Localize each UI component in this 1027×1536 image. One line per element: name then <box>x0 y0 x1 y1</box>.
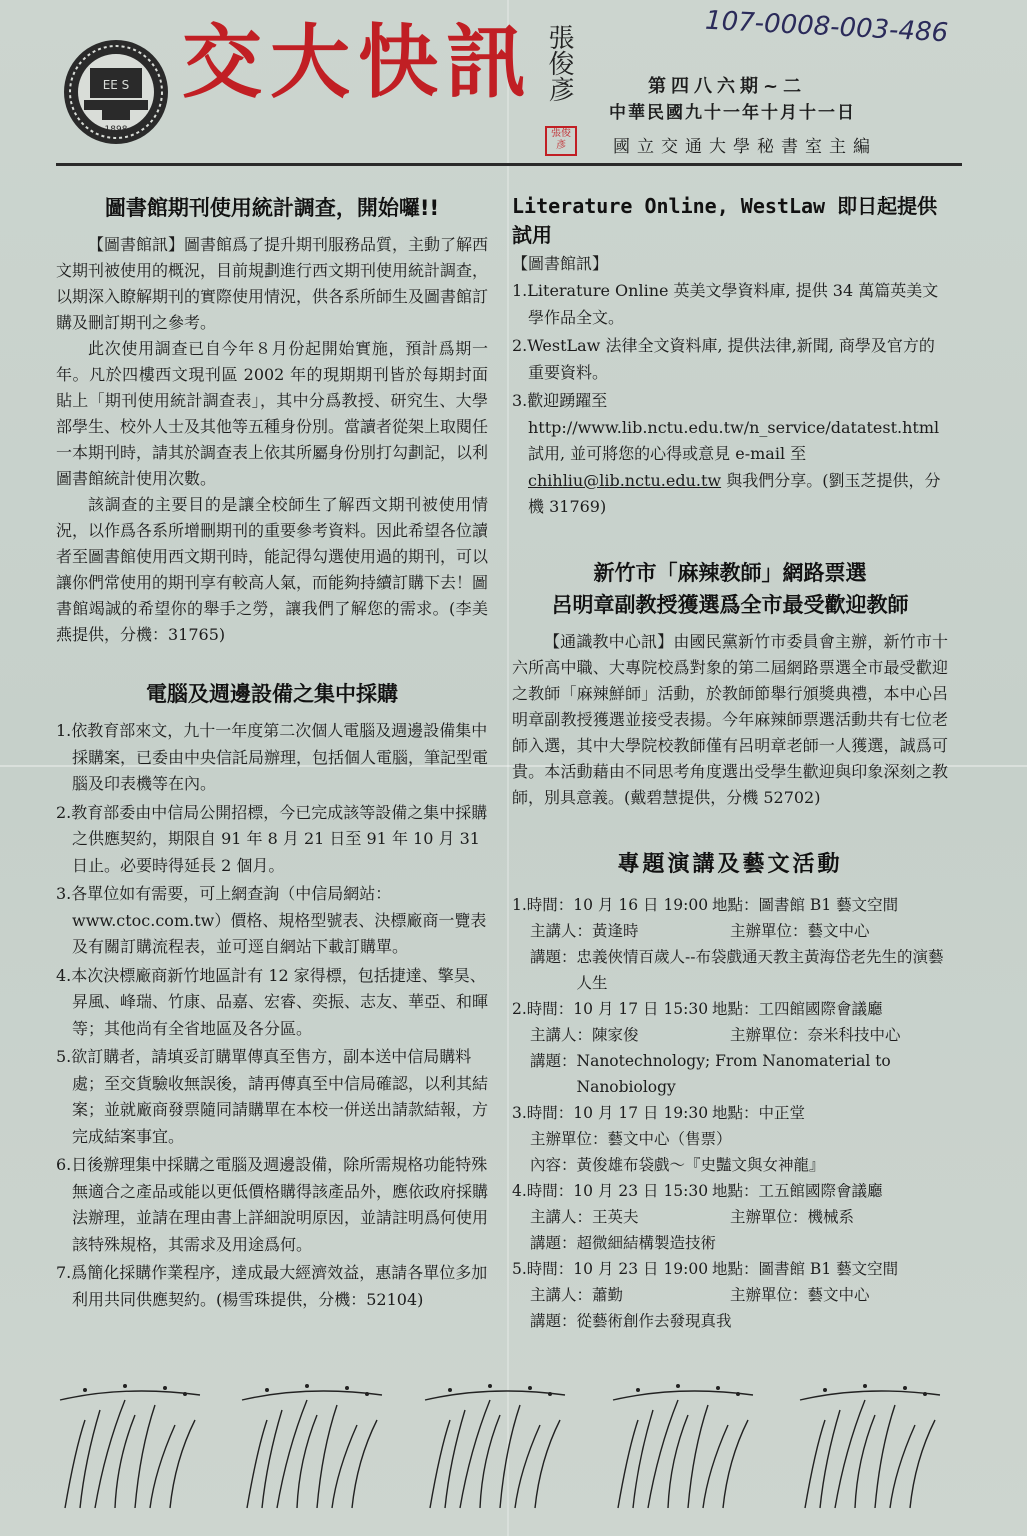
right-column <box>512 190 948 1334</box>
university-seal-icon <box>62 38 170 146</box>
list-item: 6.日後辦理集中採購之電腦及週邊設備，除所需規格功能特殊無適合之產品或能以更低價格購得該產品外，應依政府採購法辦理，並請在理由書上詳細說明原因，並請註明爲何使用該特殊規格，其需求及用途爲何。 <box>56 1155 489 1254</box>
editor-credit: 國立交通大學秘書室主編 <box>613 137 877 157</box>
red-seal-stamp: 張俊彥 <box>545 126 577 156</box>
event-row <box>512 1100 948 1126</box>
event-row <box>512 1022 948 1048</box>
event-org: 主辦單位：機械系 <box>730 1207 855 1226</box>
event-row <box>512 996 948 1022</box>
seal-letters: EE S <box>102 78 130 92</box>
event-org: 主辦單位：藝文中心（售票） <box>530 1129 732 1148</box>
list-item: 3.各單位如有需要，可上網查詢（中信局網站：www.ctoc.com.tw）價格、規格型號表、決標廠商一覽表及有關訂購流程表，並可逕自網站下載訂購單。 <box>56 884 487 956</box>
event-place: 地點：圖書館 B1 藝文空間 <box>712 895 899 914</box>
article-title-teacher-vote: 新竹市「麻辣教師」網路票選 <box>593 560 867 585</box>
event-topic: 講題：超微細結構製造技術 <box>530 1233 717 1252</box>
article-paragraph: 【圖書館訊】圖書館爲了提升期刊服務品質，主動了解西文期刊被使用的概況，目前規劃進行西文期刊使用統計調查，以期深入瞭解期刊的實際使用情況，供各系所師生及圖書館訂購及刪訂期刊之參考。 <box>56 235 489 332</box>
event-time: 4.時間：10 月 23 日 15:30 <box>512 1181 709 1200</box>
left-column <box>56 190 488 1315</box>
article-title-events: 專題演講及藝文活動 <box>617 851 843 877</box>
event-place: 地點：圖書館 B1 藝文空間 <box>712 1259 899 1278</box>
list-item: 1.依教育部來文，九十一年度第二次個人電腦及週邊設備集中採購案，已委由中央信託局辦理，包括個人電腦，筆記型電腦及印表機等在內。 <box>56 721 489 793</box>
article-paragraph: 【通識教中心訊】由國民黨新竹市委員會主辦，新竹市十六所高中職、大專院校爲對象的第二屆網路票選全市最受歡迎之教師「麻辣鮮師」活動，於教師節舉行頒獎典禮，本中心呂明章副教授獲選並接受表揚。今年麻辣師票選活動共有七位老師入選，其中大學院校教師僅有呂明章老師一人獲選，誠爲可貴。本活動藉由不同思考角度選出受學生歡迎與印象深刻之教師，別具意義。(戴碧慧提供，分機 52702) <box>512 631 948 807</box>
contact-email-link[interactable]: chihliu@lib.nctu.edu.tw <box>528 470 722 490</box>
event-org: 主辦單位：奈米科技中心 <box>730 1025 901 1044</box>
article-paragraph: 此次使用調查已自今年８月份起開始實施，預計爲期一年。凡於四樓西文現刊區 2002 年的現期期刊皆於每期封面貼上「期刊使用統計調查表」，其中分爲教授、研究生、大學部學生、校外人士及其他等五種身份別。當讀者從架上取閱任一本期刊時，請其於調查表上依其所屬身份別打勾劃記，以利圖書館統計使用次數。 <box>56 339 489 488</box>
list-item: 2.教育部委由中信局公開招標，今已完成該等設備之集中採購之供應契約，期限自 91 年 8 月 21 日至 91 年 10 月 31 日止。必要時得延長 2 個月。 <box>56 802 488 875</box>
procurement-list <box>56 718 488 1313</box>
seal-year: 1898 <box>104 125 128 135</box>
grass-decoration-icon <box>420 1380 570 1510</box>
event-row <box>512 892 948 918</box>
event-time: 2.時間：10 月 17 日 15:30 <box>512 999 709 1018</box>
list-item: 2.WestLaw 法律全文資料庫, 提供法律,新聞, 商學及官方的重要資料。 <box>512 336 935 382</box>
calligraphy-signature: 張俊彥 <box>544 24 574 102</box>
event-row <box>512 1256 948 1282</box>
article-paragraph: 該調查的主要目的是讓全校師生了解西文期刊被使用情況，以作爲各系所增刪期刊的重要參考資料。因此希望各位讀者至圖書館使用西文期刊時，能記得勾選使用過的期刊，可以讓你們常使用的期刊享有較高人氣，而能夠持續訂購下去！圖書館竭誠的希望你的舉手之勞，讓我們了解您的需求。(李美燕提供，分機：31765) <box>56 495 489 644</box>
event-place: 地點：中正堂 <box>712 1103 806 1122</box>
issue-number: 第四八六期~二 <box>648 76 807 97</box>
event-row <box>512 1178 948 1204</box>
paper-fold-vertical <box>507 0 509 1536</box>
event-place: 地點：工四館國際會議廳 <box>712 999 883 1018</box>
event-topic-label: 講題： <box>530 947 577 966</box>
database-list <box>512 278 948 521</box>
issue-date: 中華民國九十一年十月十一日 <box>609 103 856 123</box>
article-title-databases: Literature Online, WestLaw 即日起提供試用 <box>512 194 938 247</box>
event-topic <box>512 944 948 996</box>
list-item-tail: 與我們分享。(劉玉芝提供，分機 31769) <box>528 470 941 516</box>
article-title-journal-survey: 圖書館期刊使用統計調查，開始囉!! <box>104 196 440 220</box>
trial-url-text: 3.歡迎踴躍至 http://www.lib.nctu.edu.tw/n_service/datatest.html 試用, 並可將您的心得或意見 e-mail 至 <box>512 391 940 463</box>
handwritten-archive-code: 107-0008-003-486 <box>704 5 949 49</box>
grass-decoration-icon <box>795 1380 945 1510</box>
event-org: 主辦單位：藝文中心 <box>730 1285 870 1304</box>
event-topic-text: 忠義俠情百歲人--布袋戲通天教主黃海岱老先生的演藝人生 <box>576 947 944 992</box>
masthead-title: 交大快訊 <box>182 15 534 109</box>
article-title-procurement: 電腦及週邊設備之集中採購 <box>146 682 398 706</box>
list-item <box>512 388 948 521</box>
event-host: 主講人：陳家俊 <box>530 1025 639 1044</box>
list-item: 5.欲訂購者，請填妥訂購單傳真至售方，副本送中信局購料處；至交貨驗收無誤後，請再傳真至中信局確認，以利其結案；並就廠商發票隨同請購單在本校一併送出請款結報，方完成結案事宜。 <box>56 1047 489 1146</box>
event-time: 3.時間：10 月 17 日 19:30 <box>512 1103 709 1122</box>
event-row <box>512 918 948 944</box>
grass-decoration-icon <box>55 1380 205 1510</box>
list-item: 4.本次決標廠商新竹地區計有 12 家得標，包括捷達、擎昊、昇風、峰瑞、竹康、品嘉、宏睿、奕振、志友、華亞、和暉等；其他尚有全省地區及各分區。 <box>56 965 489 1038</box>
event-place: 地點：工五館國際會議廳 <box>712 1181 883 1200</box>
event-time: 1.時間：10 月 16 日 19:00 <box>512 895 709 914</box>
event-topic: 講題：從藝術創作去發現真我 <box>530 1311 732 1330</box>
grass-decoration-icon <box>608 1380 758 1510</box>
list-item: 1.Literature Online 英美文學資料庫, 提供 34 萬篇英美文學作品全文。 <box>512 281 939 327</box>
header-rule <box>56 163 962 166</box>
list-item: 7.爲簡化採購作業程序，達成最大經濟效益，惠請各單位多加利用共同供應契約。(楊雪珠提供，分機：52104) <box>56 1263 488 1309</box>
grass-decoration-icon <box>237 1380 387 1510</box>
event-topic-label: 講題： <box>530 1051 577 1070</box>
event-host: 主講人：王英夫 <box>530 1207 639 1226</box>
event-host: 主講人：蕭勤 <box>530 1285 624 1304</box>
event-content: 內容：黃俊雄布袋戲～『史豔文與女神龍』 <box>530 1155 825 1174</box>
event-host: 主講人：黃逢時 <box>530 921 639 940</box>
event-time: 5.時間：10 月 23 日 19:00 <box>512 1259 709 1278</box>
event-topic-text: Nanotechnology; From Nanomaterial to Nanobiology <box>576 1051 891 1096</box>
article-subtitle-teacher-vote: 呂明章副教授獲選爲全市最受歡迎教師 <box>551 592 909 617</box>
event-org: 主辦單位：藝文中心 <box>730 921 870 940</box>
article-source: 【圖書館訊】 <box>512 254 609 273</box>
event-topic <box>512 1048 948 1100</box>
event-row <box>512 1204 948 1230</box>
events-list <box>512 892 948 1334</box>
event-row <box>512 1282 948 1308</box>
